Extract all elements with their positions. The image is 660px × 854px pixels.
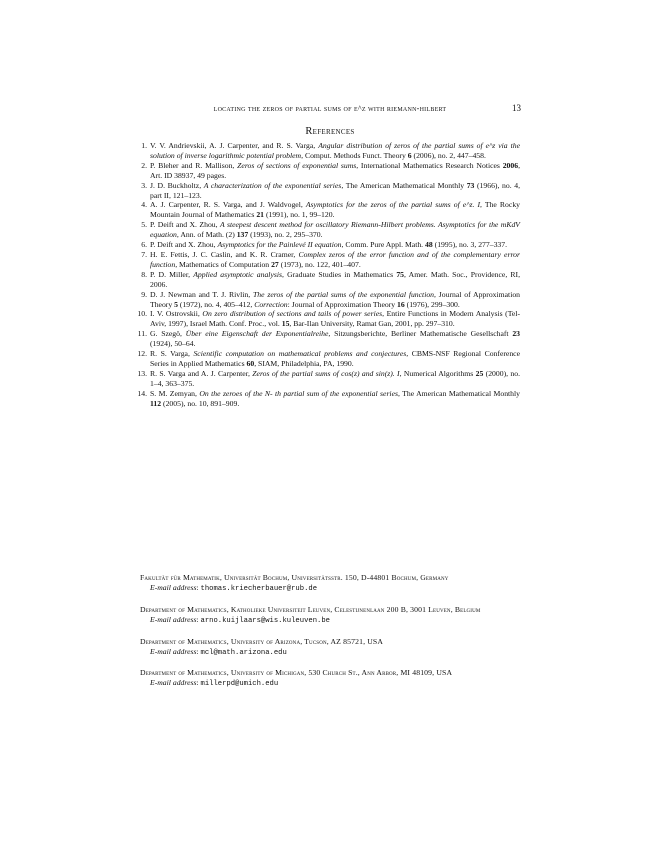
reference-item bbox=[137, 368, 521, 389]
reference-title: A steepest descent method for oscillatory Riemann-Hilbert problems. Asymptotics for the mKdV equation bbox=[150, 220, 520, 240]
reference-details: (1966), no. 4, part II, 121–123. bbox=[150, 180, 521, 200]
reference-item bbox=[140, 270, 520, 290]
address-block bbox=[140, 668, 520, 690]
reference-authors: P. D. Miller, bbox=[150, 269, 191, 279]
reference-source: , The American Mathematical Monthly bbox=[341, 180, 465, 190]
reference-source: , Mathematics of Computation bbox=[175, 259, 270, 269]
reference-authors: D. J. Newman and T. J. Rivlin, bbox=[150, 289, 251, 299]
reference-number: 7. bbox=[141, 249, 147, 259]
correction-volume: 16 bbox=[397, 299, 405, 309]
reference-authors: A. J. Carpenter, R. S. Varga, and J. Waldvogel, bbox=[150, 200, 303, 210]
reference-volume: 137 bbox=[236, 230, 249, 240]
reference-details: , Bar-Ilan University, Ramat Gan, 2001, pp. 297–310. bbox=[289, 319, 455, 329]
reference-title: Asymptotics for the Painlevé II equation bbox=[217, 240, 342, 250]
reference-number: 9. bbox=[141, 289, 147, 299]
reference-source: , Sitzungsberichte, Berliner Mathematische Gesellschaft bbox=[328, 329, 509, 339]
reference-item bbox=[140, 250, 520, 270]
reference-title: Zeros of the partial sums of cos(z) and sin(z). I bbox=[252, 368, 400, 378]
reference-number: 5. bbox=[141, 220, 147, 230]
correction-details: (1976), 299–300. bbox=[406, 299, 460, 309]
reference-volume: 60 bbox=[246, 358, 255, 368]
reference-details: (2000), no. 1–4, 363–375. bbox=[150, 368, 521, 388]
reference-title: Applied asymptotic analysis bbox=[193, 269, 282, 279]
reference-number: 2. bbox=[141, 160, 147, 170]
reference-volume: 112 bbox=[150, 398, 162, 408]
reference-title: Scientific computation on mathematical problems and conjectures bbox=[193, 349, 407, 359]
affiliation: Department of Mathematics, Katholieke Universiteit Leuven, Celestijnenlaan 200 B, 3001 Leuven, Belgium bbox=[140, 604, 481, 614]
email-address[interactable]: arno.kuijlaars@wis.kuleuven.be bbox=[200, 616, 330, 625]
reference-source: , Comput. Methods Funct. Theory bbox=[301, 150, 406, 160]
running-head: locating the zeros of partial sums of e^z with riemann-hilbert bbox=[213, 104, 447, 113]
reference-source: , Numerical Algorithms bbox=[399, 368, 474, 378]
reference-title: Complex zeros of the error function and of the complementary error function bbox=[150, 249, 520, 269]
email-line: E-mail address: mcl@math.arizona.edu bbox=[150, 646, 287, 657]
affiliation: Department of Mathematics, University of Michigan, 530 Church St., Ann Arbor, MI 48109, USA bbox=[140, 668, 453, 678]
reference-number: 12. bbox=[137, 349, 147, 359]
reference-number: 4. bbox=[141, 200, 147, 210]
reference-item bbox=[140, 220, 520, 240]
email-address[interactable]: thomas.kriecherbauer@rub.de bbox=[200, 584, 318, 593]
correction-label: Correction bbox=[254, 299, 288, 309]
reference-title: Über eine Eigenschaft der Exponentialreihe bbox=[185, 329, 329, 339]
reference-number: 6. bbox=[141, 240, 147, 250]
reference-item bbox=[140, 290, 520, 310]
reference-volume: 5 bbox=[174, 299, 178, 309]
reference-source: , International Mathematics Research Notices bbox=[356, 160, 500, 170]
reference-authors: R. S. Varga, bbox=[150, 349, 190, 359]
reference-source: , The American Mathematical Monthly bbox=[397, 388, 521, 398]
correction-source: : Journal of Approximation Theory bbox=[287, 299, 396, 309]
reference-number: 14. bbox=[137, 388, 147, 398]
reference-details: (1993), no. 2, 295–370. bbox=[250, 230, 323, 240]
reference-volume: 6 bbox=[407, 150, 412, 160]
references-heading: References bbox=[305, 126, 355, 137]
reference-item bbox=[137, 329, 520, 349]
reference-volume: 2006 bbox=[502, 160, 519, 170]
reference-title: Zeros of sections of exponential sums bbox=[237, 160, 357, 170]
reference-item bbox=[140, 240, 520, 250]
reference-title: Asymptotics for the zeros of the partial sums of e^z. I bbox=[305, 200, 481, 210]
reference-details: (2006), no. 2, 447–458. bbox=[413, 150, 486, 160]
reference-title: On the zeroes of the N- th partial sum of the exponential series bbox=[199, 388, 398, 398]
reference-authors: R. S. Varga and A. J. Carpenter, bbox=[150, 368, 250, 378]
reference-item bbox=[140, 200, 520, 220]
email-line: E-mail address: millerpd@umich.edu bbox=[150, 678, 279, 689]
reference-item bbox=[137, 388, 521, 409]
email-label: E-mail address bbox=[150, 582, 197, 592]
email-address[interactable]: mcl@math.arizona.edu bbox=[200, 648, 287, 657]
email-line: E-mail address: thomas.kriecherbauer@rub.de bbox=[150, 582, 318, 593]
address-block bbox=[140, 637, 520, 659]
reference-list bbox=[137, 141, 521, 408]
reference-volume: 27 bbox=[271, 259, 279, 269]
reference-volume: 25 bbox=[475, 368, 484, 378]
reference-authors: H. E. Fettis, J. C. Caslin, and K. R. Cramer, bbox=[150, 249, 296, 259]
reference-item bbox=[137, 349, 520, 369]
reference-authors: J. D. Buckholtz, bbox=[150, 180, 202, 190]
reference-number: 8. bbox=[141, 269, 147, 279]
reference-number: 11. bbox=[137, 329, 147, 339]
reference-volume: 73 bbox=[466, 180, 475, 190]
reference-number: 3. bbox=[141, 180, 147, 190]
reference-volume: 15 bbox=[281, 319, 290, 329]
reference-details: (1991), no. 1, 99–120. bbox=[265, 210, 335, 220]
reference-source: , CBMS-NSF Regional Conference Series in Applied Mathematics bbox=[150, 349, 520, 368]
reference-source: , The Rocky Mountain Journal of Mathematics bbox=[150, 200, 521, 220]
address-block bbox=[140, 573, 520, 595]
email-label: E-mail address bbox=[150, 678, 197, 688]
reference-title: Angular distribution of zeros of the partial sums of e^z via the solution of inverse logarithmic potential problem bbox=[150, 141, 521, 160]
email-label: E-mail address bbox=[150, 614, 197, 624]
reference-authors: P. Bleher and R. Mallison, bbox=[150, 160, 235, 170]
email-line: E-mail address: arno.kuijlaars@wis.kuleuven.be bbox=[150, 614, 330, 625]
reference-title: A characterization of the exponential series bbox=[203, 180, 342, 190]
reference-authors: I. V. Ostrovskii, bbox=[150, 309, 200, 319]
reference-volume: 75 bbox=[396, 269, 404, 279]
reference-details: , Amer. Math. Soc., Providence, RI, 2006. bbox=[150, 269, 521, 289]
reference-details: (1973), no. 122, 401–407. bbox=[280, 259, 361, 269]
page-number: 13 bbox=[512, 103, 521, 113]
reference-source: , Graduate Studies in Mathematics bbox=[281, 269, 394, 279]
reference-volume: 23 bbox=[512, 329, 520, 339]
reference-source: , Ann. of Math. (2) bbox=[176, 230, 235, 240]
reference-number: 10. bbox=[137, 309, 147, 319]
author-addresses bbox=[140, 573, 520, 700]
reference-authors: P. Deift and X. Zhou, bbox=[150, 220, 218, 230]
reference-title: The zeros of the partial sums of the exponential function bbox=[253, 289, 435, 299]
reference-details: , Art. ID 38937, 49 pages. bbox=[150, 160, 520, 180]
email-label: E-mail address bbox=[150, 646, 197, 656]
reference-authors: V. V. Andrievskii, A. J. Carpenter, and R. S. Varga, bbox=[150, 141, 316, 150]
reference-details: (1972), no. 4, 405–412, bbox=[179, 299, 253, 309]
reference-details: (2005), no. 10, 891–909. bbox=[163, 398, 240, 408]
reference-details: (1924), 50–64. bbox=[150, 339, 196, 349]
reference-item bbox=[137, 309, 521, 329]
reference-item bbox=[140, 161, 520, 181]
reference-details: (1995), no. 3, 277–337. bbox=[434, 240, 508, 250]
reference-authors: P. Deift and X. Zhou, bbox=[150, 240, 216, 250]
reference-number: 1. bbox=[141, 141, 147, 150]
reference-item bbox=[140, 141, 520, 161]
email-address[interactable]: millerpd@umich.edu bbox=[200, 680, 279, 689]
reference-item bbox=[140, 181, 520, 201]
reference-title: On zero distribution of sections and tails of power series bbox=[202, 309, 383, 319]
reference-source: , Entire Functions in Modern Analysis (Tel-Aviv, 1997), Israel Math. Conf. Proc., vol. bbox=[150, 309, 521, 329]
reference-volume: 21 bbox=[256, 210, 265, 220]
reference-number: 13. bbox=[137, 368, 147, 378]
reference-source: , Journal of Approximation Theory bbox=[150, 289, 521, 309]
reference-authors: G. Szegö, bbox=[150, 329, 182, 339]
reference-authors: S. M. Zemyan, bbox=[150, 388, 197, 398]
reference-details: , SIAM, Philadelphia, PA, 1990. bbox=[254, 358, 354, 368]
reference-source: , Comm. Pure Appl. Math. bbox=[341, 240, 424, 250]
reference-volume: 48 bbox=[425, 240, 433, 250]
address-block bbox=[140, 605, 520, 627]
affiliation: Department of Mathematics, University of Arizona, Tucson, AZ 85721, USA bbox=[140, 636, 384, 646]
affiliation: Fakultät für Mathematik, Universität Bochum, Universitätsstr. 150, D-44801 Bochum, Germany bbox=[140, 573, 449, 582]
